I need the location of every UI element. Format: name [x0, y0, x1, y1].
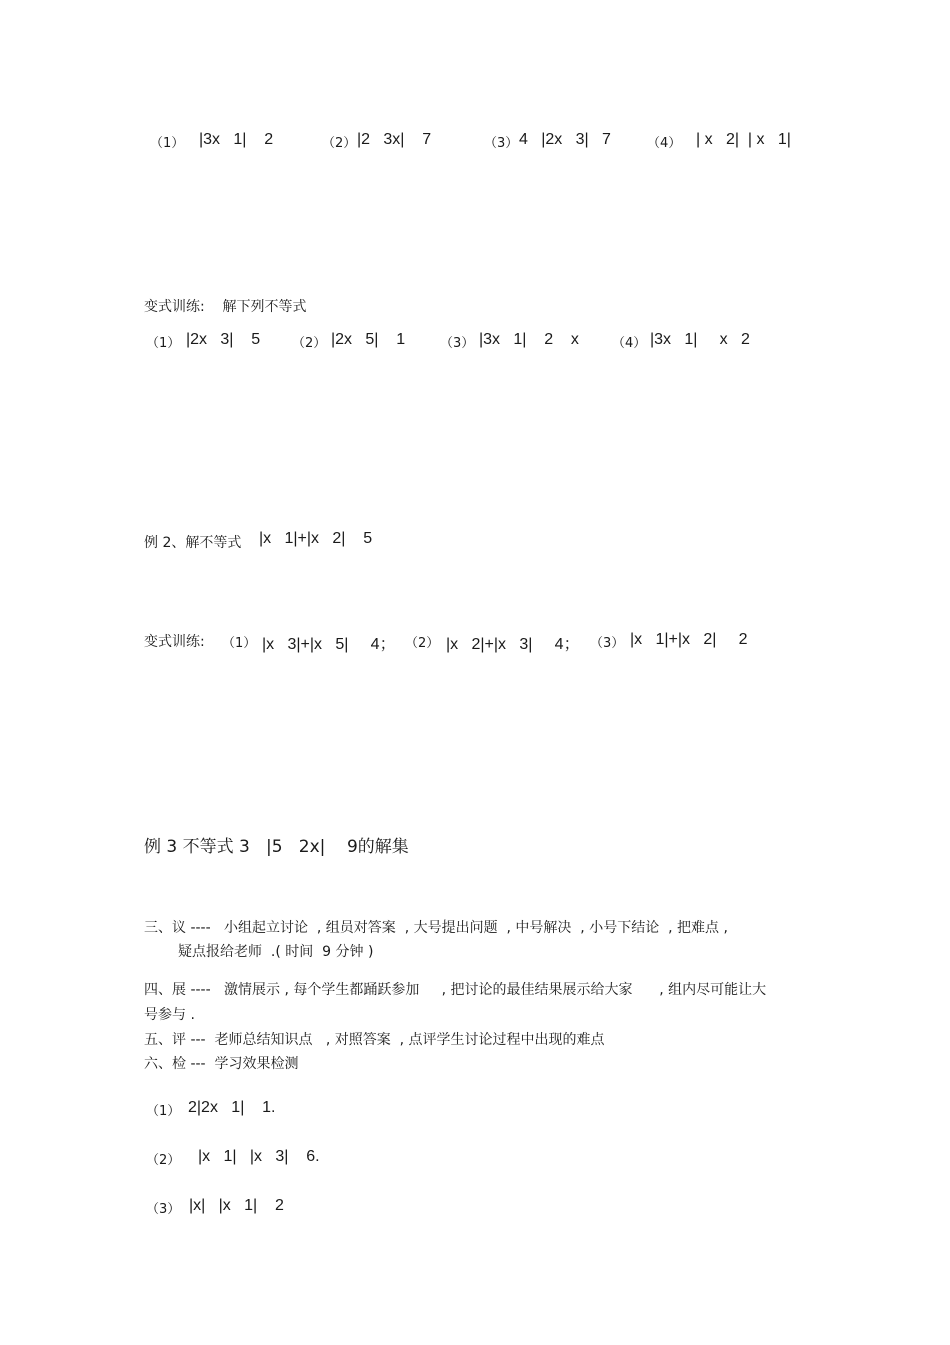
example-3-label: 例 3 不等式 3 [144, 837, 250, 857]
variant-training-title: 变式训练: 解下列不等式 [144, 299, 307, 315]
item-label: （2） [292, 336, 327, 351]
math-expression: |x 3|+|x 5| 4； [262, 636, 396, 653]
math-expression: | x 2| | x 1| [696, 131, 791, 148]
math-expression: |x 1| |x 3| 6. [198, 1148, 320, 1165]
section-check: 六、检 --- 学习效果检测 [144, 1056, 299, 1072]
item-label: （1） [146, 336, 181, 351]
item-label: （4） [647, 136, 682, 151]
item-label: （4） [612, 336, 647, 351]
math-expression: |x| |x 1| 2 [189, 1197, 284, 1214]
variant-training-label: 变式训练: [144, 634, 205, 650]
section-evaluate: 五、评 --- 老师总结知识点 , 对照答案 , 点评学生讨论过程中出现的难点 [144, 1032, 605, 1048]
section-show-line2: 号参与 . [144, 1007, 195, 1023]
item-label: （3） [440, 336, 475, 351]
item-label: （1） [222, 636, 257, 651]
item-label: （3） [146, 1202, 181, 1217]
math-expression: |3x 1| 2 x [479, 331, 579, 348]
item-label: （1） [146, 1104, 181, 1119]
math-expression: |2x 3| 5 [186, 331, 261, 348]
item-label: （2） [322, 136, 357, 151]
math-expression: |x 2|+|x 3| 4； [446, 636, 580, 653]
item-label: （3） [484, 136, 519, 151]
item-label: （2） [405, 636, 440, 651]
section-discuss-line2: 疑点报给老师 .( 时间 9 分钟 ) [178, 944, 374, 960]
math-expression: |2 3x| 7 [357, 131, 432, 148]
math-expression: 2|2x 1| 1. [188, 1099, 276, 1116]
math-expression: |x 1|+|x 2| 2 [630, 631, 748, 648]
math-expression: |5 2x| 9的解集 [266, 837, 409, 857]
item-label: （2） [146, 1153, 181, 1168]
math-expression: |3x 1| x 2 [650, 331, 750, 348]
section-discuss-line1: 三、议 ---- 小组起立讨论 , 组员对答案 , 大号提出问题 , 中号解决 , 小号下结论 , 把难点 , [144, 920, 728, 936]
item-label: （1） [150, 136, 185, 151]
math-expression: |3x 1| 2 [199, 131, 274, 148]
math-expression: |2x 5| 1 [331, 331, 406, 348]
math-expression: |x 1|+|x 2| 5 [259, 530, 373, 547]
item-label: （3） [590, 636, 625, 651]
math-expression: 4 |2x 3| 7 [519, 131, 611, 148]
section-show-line1: 四、展 ---- 激情展示 , 每个学生都踊跃参加 , 把讨论的最佳结果展示给大家 , 组内尽可能让大 [144, 982, 767, 998]
example-2-label: 例 2、解不等式 [144, 535, 242, 551]
